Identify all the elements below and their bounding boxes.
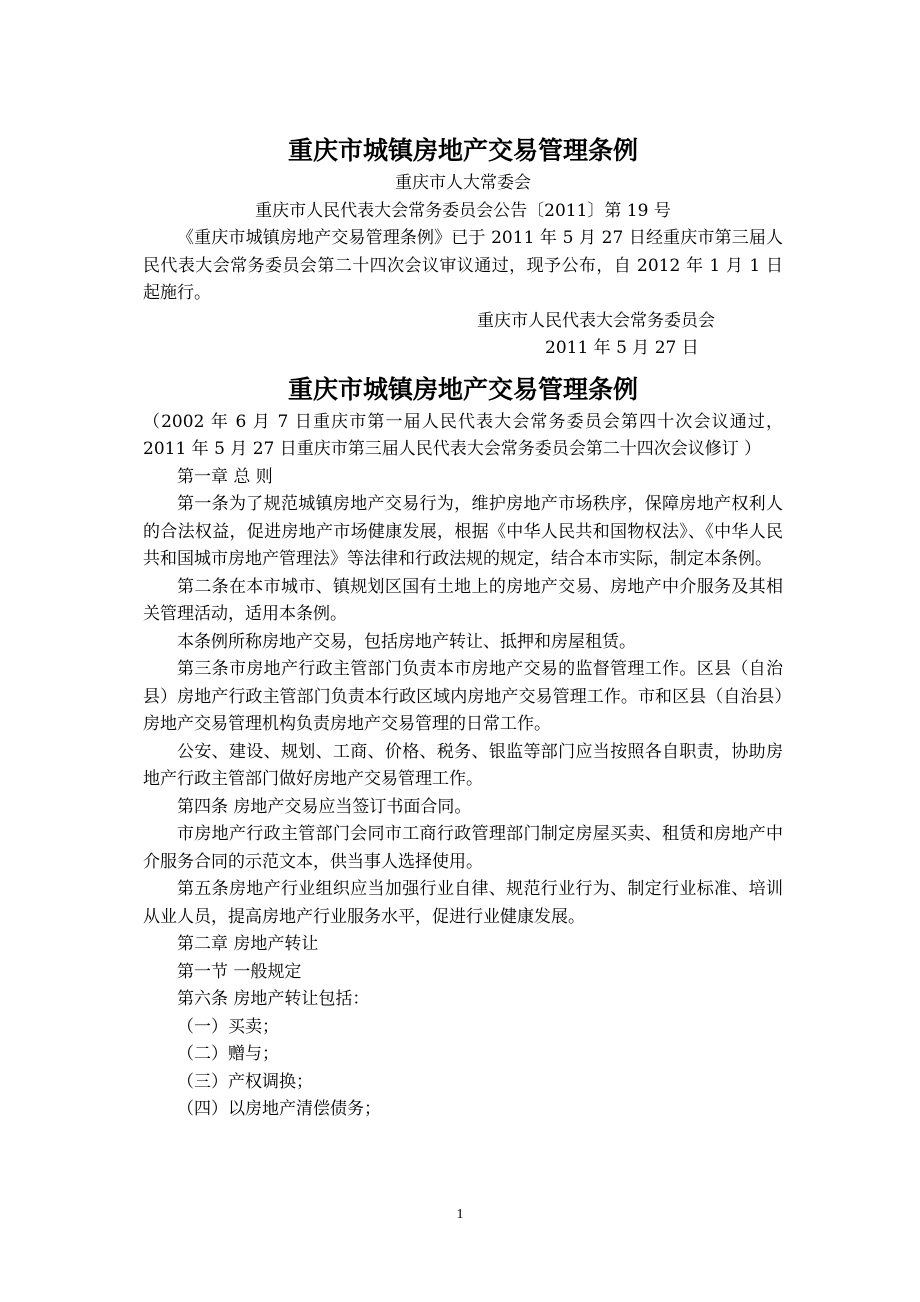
- article-paragraph: 第六条 房地产转让包括：: [177, 989, 370, 1009]
- issuer-line: 重庆市人大常委会: [395, 173, 531, 193]
- section-heading: 第一节 一般规定: [177, 961, 302, 982]
- document-title: 重庆市城镇房地产交易管理条例: [287, 136, 638, 165]
- document-content: [143, 132, 783, 1124]
- list-item: （三）产权调换；: [177, 1071, 313, 1092]
- article-paragraph: 第一条为了规范城镇房地产交易行为，维护房地产市场秩序，保障房地产权利人的合法权益，促进房地产市场健康发展，根据《中华人民共和国物权法》、《中华人民共和国城市房地产管理法》等法律和行政法规的规定，结合本市实际，制定本条例。: [143, 494, 783, 569]
- list-item: （二）赠与；: [177, 1044, 279, 1064]
- signature-date: 2011 年 5 月 27 日: [545, 338, 699, 358]
- page-number: 1: [456, 1207, 464, 1222]
- article-paragraph: 市房地产行政主管部门会同市工商行政管理部门制定房屋买卖、租赁和房地产中介服务合同的示范文本，供当事人选择使用。: [143, 824, 783, 872]
- announcement-line: 重庆市人民代表大会常务委员会公告〔2011〕第 19 号: [255, 200, 671, 221]
- article-paragraph: 公安、建设、规划、工商、价格、税务、银监等部门应当按照各自职责，协助房地产行政主管部门做好房地产交易管理工作。: [143, 741, 783, 789]
- article-paragraph: 第五条房地产行业组织应当加强行业自律、规范行业行为、制定行业标准、培训从业人员，提高房地产行业服务水平，促进行业健康发展。: [143, 879, 783, 927]
- chapter-heading: 第一章 总 则: [177, 466, 273, 487]
- intro-paragraph: 《重庆市城镇房地产交易管理条例》已于 2011 年 5 月 27 日经重庆市第三届人民代表大会常务委员会第二十四次会议审议通过，现予公布，自 2012 年 1 月 1 日起施行。: [143, 228, 783, 303]
- list-item: （一）买卖；: [177, 1016, 279, 1037]
- signature-line: 重庆市人民代表大会常务委员会: [477, 310, 715, 331]
- article-paragraph: 第四条 房地产交易应当签订书面合同。: [177, 796, 472, 817]
- regulation-title: 重庆市城镇房地产交易管理条例: [287, 374, 638, 404]
- list-item: （四）以房地产清偿债务；: [177, 1099, 381, 1119]
- revision-note: （2002 年 6 月 7 日重庆市第一届人民代表大会常务委员会第四十次会议通过，2011 年 5 月 27 日重庆市第三届人民代表大会常务委员会第二十四次会议修订 ）: [143, 411, 783, 459]
- chapter-heading: 第二章 房地产转让: [177, 934, 319, 954]
- article-paragraph: 第二条在本市城市、镇规划区国有土地上的房地产交易、房地产中介服务及其相关管理活动，适用本条例。: [143, 576, 783, 624]
- article-paragraph: 本条例所称房地产交易，包括房地产转让、抵押和房屋租赁。: [177, 631, 636, 652]
- article-paragraph: 第三条市房地产行政主管部门负责本市房地产交易的监督管理工作。区县（自治县）房地产行政主管部门负责本行政区域内房地产交易管理工作。市和区县（自治县）房地产交易管理机构负责房地产交易管理的日常工作。: [143, 659, 783, 734]
